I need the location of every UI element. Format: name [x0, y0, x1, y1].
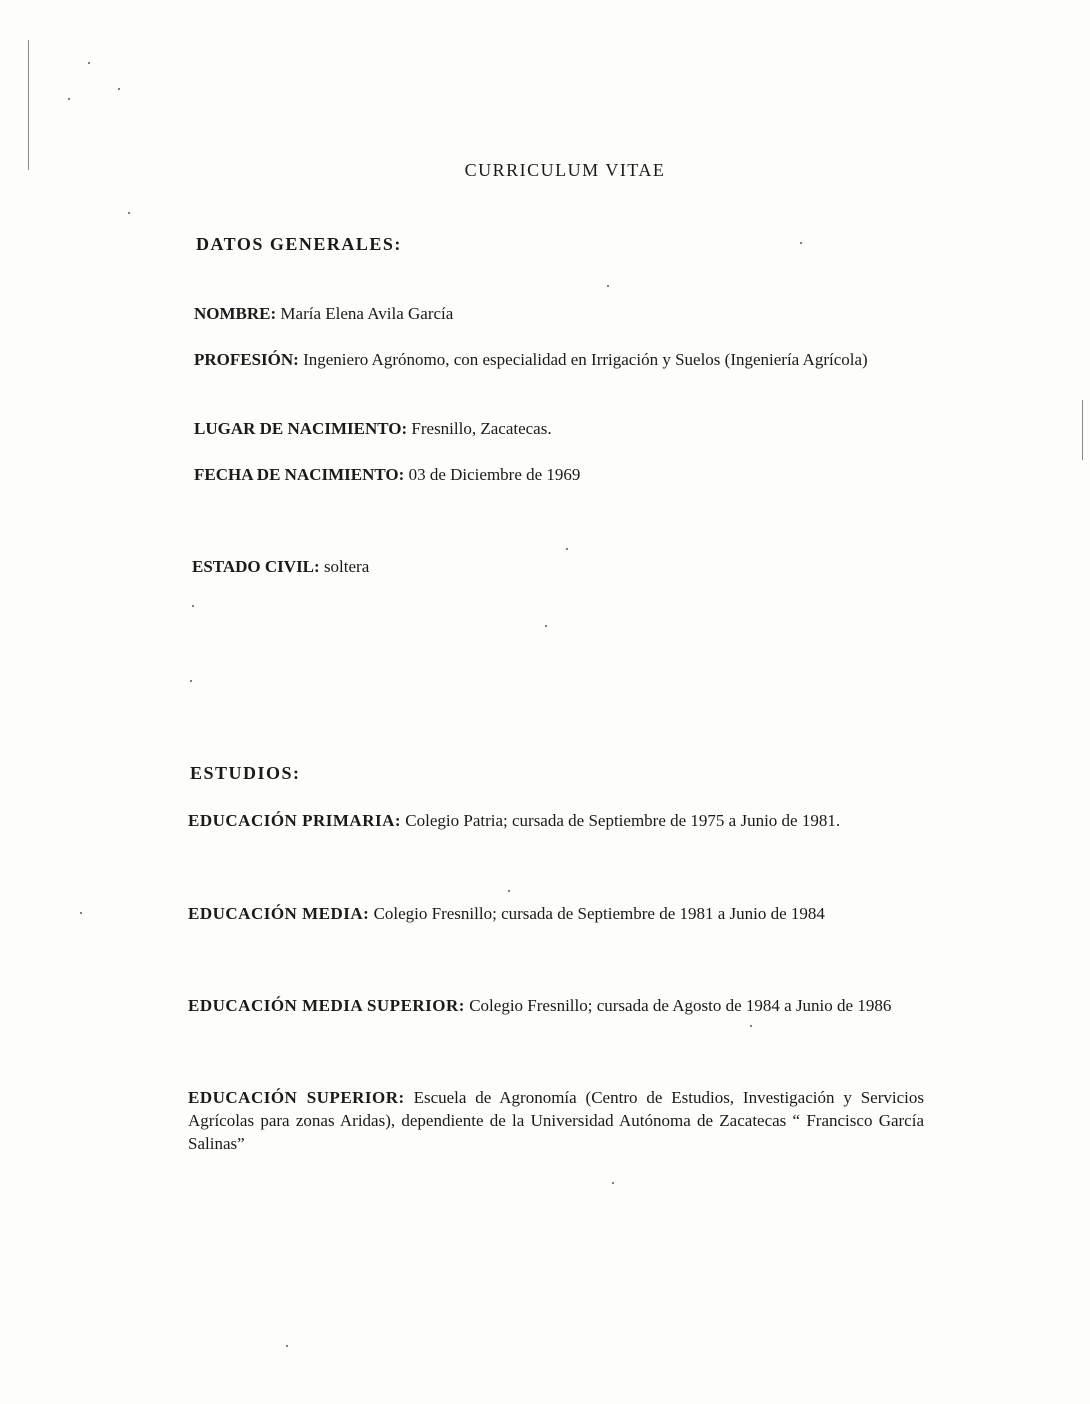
education-primaria: [188, 809, 924, 832]
estado-value: soltera: [319, 557, 370, 576]
document-title: CURRICULUM VITAE: [464, 160, 666, 180]
field-lugar-nacimiento: [194, 417, 914, 440]
media-value: Colegio Fresnillo; cursada de Septiembre de 1981 a Junio de 1984: [369, 904, 825, 923]
scan-edge-line-left: [28, 40, 29, 170]
field-estado-civil: [192, 555, 912, 578]
field-profesion: [194, 348, 909, 371]
scan-speck: [800, 242, 802, 244]
scan-edge-line-right: [1082, 400, 1083, 460]
scan-speck: [750, 1025, 752, 1027]
general-data-heading: DATOS GENERALES:: [196, 234, 402, 254]
estado-label: ESTADO CIVIL:: [192, 557, 320, 576]
lugar-label: LUGAR DE NACIMIENTO:: [194, 419, 408, 438]
education-media-superior: [188, 994, 924, 1017]
scan-speck: [566, 548, 568, 550]
scan-speck: [286, 1345, 288, 1347]
scan-speck: [508, 890, 510, 892]
scan-speck: [607, 285, 609, 287]
fecha-label: FECHA DE NACIMIENTO:: [194, 465, 405, 484]
scan-speck: [545, 625, 547, 627]
lugar-value: Fresnillo, Zacatecas.: [407, 419, 552, 438]
education-superior: [188, 1086, 924, 1155]
nombre-value: María Elena Avila García: [276, 304, 454, 323]
media-label: EDUCACIÓN MEDIA:: [188, 904, 370, 923]
profesion-label: PROFESIÓN:: [194, 350, 299, 369]
fecha-value: 03 de Diciembre de 1969: [404, 465, 581, 484]
superior-value: Escuela de Agronomía (Centro de Estudios, Investigación y Servicios Agrícolas para zonas Aridas), dependiente de la Universidad Autónoma de Zacatecas “ Francisco García Salinas”: [188, 1088, 924, 1153]
primaria-label: EDUCACIÓN PRIMARIA:: [188, 811, 402, 830]
superior-label: EDUCACIÓN SUPERIOR:: [188, 1088, 405, 1107]
media-superior-value: Colegio Fresnillo; cursada de Agosto de 1984 a Junio de 1986: [464, 996, 892, 1015]
scan-speck: [612, 1182, 614, 1184]
scan-speck: [128, 212, 130, 214]
field-fecha-nacimiento: [194, 463, 914, 486]
scan-speck: [190, 680, 192, 682]
primaria-value: Colegio Patria; cursada de Septiembre de 1975 a Junio de 1981.: [401, 811, 841, 830]
media-superior-label: EDUCACIÓN MEDIA SUPERIOR:: [188, 996, 465, 1015]
studies-heading: ESTUDIOS:: [190, 763, 301, 783]
scan-speck: [68, 98, 70, 100]
field-nombre: [194, 302, 914, 325]
scan-speck: [192, 605, 194, 607]
nombre-label: NOMBRE:: [194, 304, 277, 323]
scan-speck: [80, 912, 82, 914]
profesion-value: Ingeniero Agrónomo, con especialidad en Irrigación y Suelos (Ingeniería Agrícola): [298, 350, 868, 369]
education-media: [188, 902, 924, 925]
scan-speck: [88, 62, 90, 64]
scan-speck: [118, 88, 120, 90]
